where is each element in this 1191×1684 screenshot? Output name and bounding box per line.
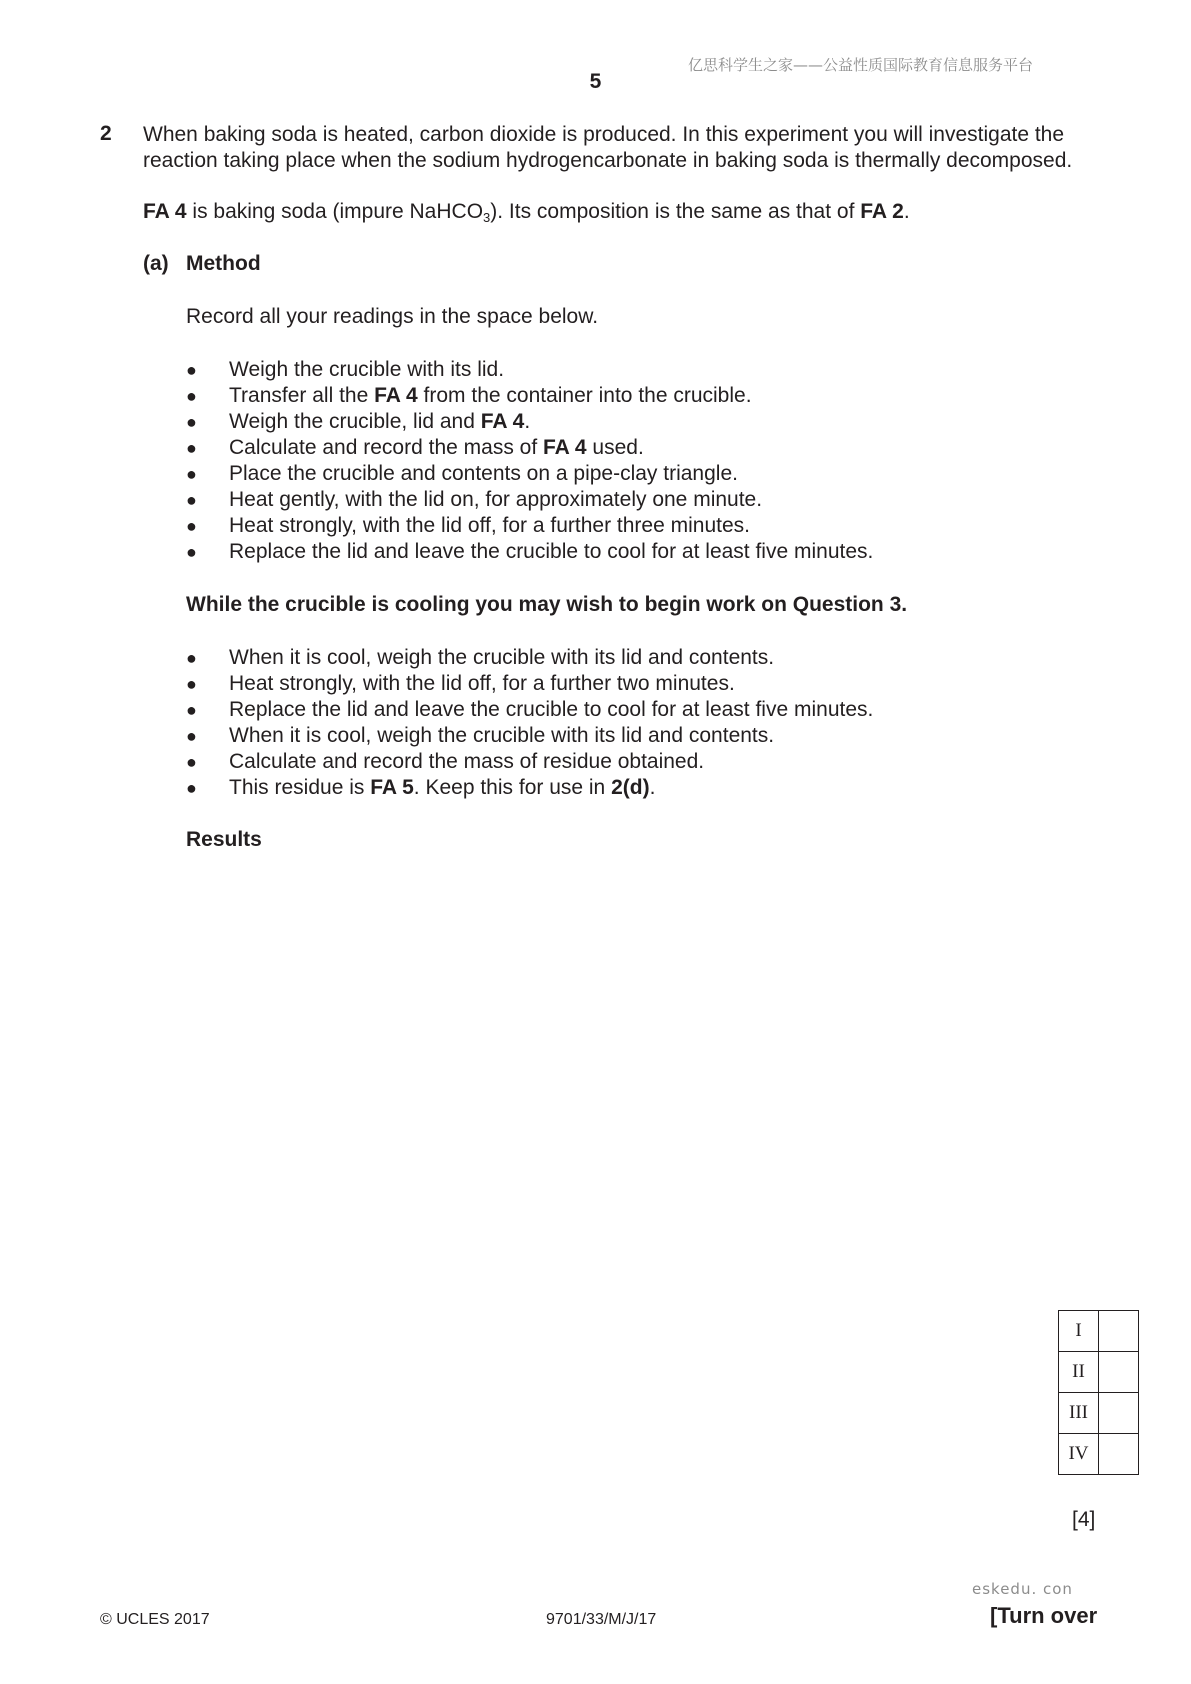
step-text: Weigh the crucible with its lid. [229, 358, 505, 381]
record-instruction: Record all your readings in the space below. [186, 305, 599, 328]
mark-entry-box [1099, 1393, 1139, 1434]
list-item [186, 775, 1086, 801]
bullet-icon: ● [186, 542, 197, 562]
step-text: Replace the lid and leave the crucible to cool for at least five minutes. [229, 698, 874, 721]
step-text: Weigh the crucible, lid and [229, 410, 481, 433]
bullet-icon: ● [186, 490, 197, 510]
header-watermark: 亿思科学生之家——公益性质国际教育信息服务平台 [688, 56, 1034, 74]
step-text: Transfer all the [229, 384, 375, 407]
step-text: Heat strongly, with the lid off, for a further three minutes. [229, 514, 750, 537]
bullet-icon: ● [186, 412, 197, 432]
fa4-text-2: ). Its composition is the same as that of [490, 200, 861, 223]
step-text: Heat strongly, with the lid off, for a further two minutes. [229, 672, 735, 695]
step-text: When it is cool, weigh the crucible with its lid and contents. [229, 646, 775, 669]
mark-entry-box [1099, 1311, 1139, 1352]
step-text: Calculate and record the mass of residue obtained. [229, 750, 705, 773]
list-item [186, 487, 1086, 513]
cooling-note: While the crucible is cooling you may wish to begin work on Question 3. [186, 593, 908, 616]
turn-over-label: [Turn over [990, 1603, 1098, 1628]
bullet-icon: ● [186, 516, 197, 536]
mark-row-label: III [1059, 1393, 1099, 1434]
step-text: . Keep this for use in [413, 776, 612, 799]
step-bold-text: FA 5 [370, 776, 414, 799]
list-item [186, 749, 1086, 775]
step-bold-text: FA 4 [543, 436, 587, 459]
step-text: . [649, 776, 656, 799]
method-steps-list-1 [186, 357, 1086, 565]
mark-row [1059, 1393, 1139, 1434]
list-item [186, 645, 1086, 671]
question-intro: When baking soda is heated, carbon dioxide is produced. In this experiment you will investigate the reaction taking place when the sodium hydrogencarbonate in baking soda is thermally decomposed. [143, 123, 1073, 172]
bullet-icon: ● [186, 360, 197, 380]
step-text: Calculate and record the mass of [229, 436, 543, 459]
step-text: used. [586, 436, 644, 459]
mark-row-label: II [1059, 1352, 1099, 1393]
fa4-description [143, 199, 1123, 225]
step-text: When it is cool, weigh the crucible with its lid and contents. [229, 724, 775, 747]
results-title: Results [186, 828, 262, 851]
step-text: This residue is [229, 776, 371, 799]
question-number: 2 [100, 122, 112, 145]
list-item [186, 383, 1086, 409]
mark-entry-box [1099, 1434, 1139, 1475]
mark-row [1059, 1311, 1139, 1352]
fa4-text-3: . [903, 200, 910, 223]
bullet-icon: ● [186, 674, 197, 694]
list-item [186, 671, 1086, 697]
step-bold-text: FA 4 [374, 384, 418, 407]
list-item [186, 723, 1086, 749]
list-item [186, 697, 1086, 723]
list-item [186, 357, 1086, 383]
method-title: Method [186, 252, 261, 275]
fa4-label: FA 4 [143, 200, 187, 223]
bullet-icon: ● [186, 726, 197, 746]
bullet-icon: ● [186, 464, 197, 484]
total-marks: [4] [1072, 1508, 1096, 1531]
footer-copyright: © UCLES 2017 [100, 1611, 210, 1628]
mark-row-label: IV [1059, 1434, 1099, 1475]
mark-entry-box [1099, 1352, 1139, 1393]
fa2-label: FA 2 [860, 200, 904, 223]
bullet-icon: ● [186, 700, 197, 720]
bullet-icon: ● [186, 778, 197, 798]
step-text: Replace the lid and leave the crucible to cool for at least five minutes. [229, 540, 874, 563]
fa4-subscript: 3 [483, 210, 491, 225]
method-steps-list-2 [186, 645, 1086, 801]
bullet-icon: ● [186, 438, 197, 458]
examiner-mark-box [1058, 1310, 1139, 1475]
step-bold-text: FA 4 [480, 410, 525, 433]
bullet-icon: ● [186, 648, 197, 668]
list-item [186, 461, 1086, 487]
step-text: . [524, 410, 531, 433]
list-item [186, 539, 1086, 565]
step-bold-text: 2(d) [611, 776, 650, 799]
list-item [186, 435, 1086, 461]
mark-row-label: I [1059, 1311, 1099, 1352]
bullet-icon: ● [186, 752, 197, 772]
page-number: 5 [589, 70, 602, 93]
mark-row [1059, 1434, 1139, 1475]
part-a-label: (a) [143, 252, 169, 275]
mark-row [1059, 1352, 1139, 1393]
fa4-text: is baking soda (impure NaHCO [186, 200, 484, 223]
bullet-icon: ● [186, 386, 197, 406]
step-text: from the container into the crucible. [417, 384, 752, 407]
list-item [186, 513, 1086, 539]
list-item [186, 409, 1086, 435]
step-text: Place the crucible and contents on a pipe-clay triangle. [229, 462, 738, 485]
step-text: Heat gently, with the lid on, for approximately one minute. [229, 488, 763, 511]
footer-watermark: eskedu. con [972, 1580, 1073, 1598]
footer-paper-code: 9701/33/M/J/17 [546, 1611, 657, 1628]
